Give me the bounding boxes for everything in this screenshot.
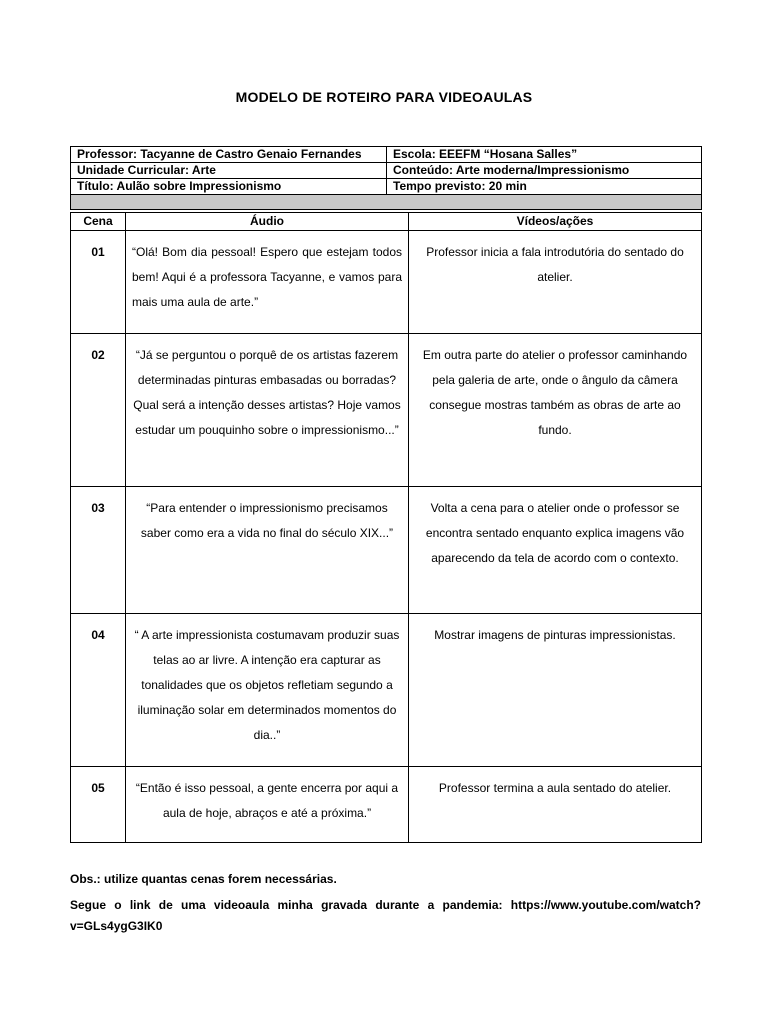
professor-field: Professor: Tacyanne de Castro Genaio Fernandes bbox=[71, 147, 387, 163]
gray-divider-row bbox=[71, 195, 702, 210]
scene-audio: “ A arte impressionista costumavam produzir suas telas ao ar livre. A intenção era capturar as tonalidades que os objetos refletiam segundo a iluminação solar em determinados momentos do dia..” bbox=[126, 614, 409, 767]
scene-video: Professor termina a aula sentado do atelier. bbox=[409, 767, 702, 843]
page-title: MODELO DE ROTEIRO PARA VIDEOAULAS bbox=[235, 89, 533, 105]
titulo-field: Título: Aulão sobre Impressionismo bbox=[71, 179, 387, 195]
scenes-table bbox=[70, 212, 702, 843]
table-row bbox=[71, 614, 702, 767]
scene-number: 05 bbox=[71, 767, 126, 843]
table-row bbox=[71, 767, 702, 843]
scene-video: Professor inicia a fala introdutória do sentado do atelier. bbox=[409, 231, 702, 334]
scene-number: 03 bbox=[71, 487, 126, 614]
unidade-field: Unidade Curricular: Arte bbox=[71, 163, 387, 179]
table-row bbox=[71, 487, 702, 614]
tempo-field: Tempo previsto: 20 min bbox=[387, 179, 702, 195]
scene-audio: “Para entender o impressionismo precisamos saber como era a vida no final do século XIX...” bbox=[126, 487, 409, 614]
scene-video: Mostrar imagens de pinturas impressionistas. bbox=[409, 614, 702, 767]
table-row bbox=[71, 334, 702, 487]
info-table bbox=[70, 146, 702, 210]
scene-audio: “Já se perguntou o porquê de os artistas fazerem determinadas pinturas embasadas ou borradas? Qual será a intenção desses artistas? Hoje vamos estudar um pouquinho sobre o impressionismo...” bbox=[126, 334, 409, 487]
scene-number: 04 bbox=[71, 614, 126, 767]
header-audio: Áudio bbox=[126, 213, 409, 231]
scene-number: 01 bbox=[71, 231, 126, 334]
scene-video: Em outra parte do atelier o professor caminhando pela galeria de arte, onde o ângulo da câmera consegue mostras também as obras de arte ao fundo. bbox=[409, 334, 702, 487]
header-cena: Cena bbox=[71, 213, 126, 231]
escola-field: Escola: EEEFM “Hosana Salles” bbox=[387, 147, 702, 163]
scene-audio: “Olá! Bom dia pessoal! Espero que estejam todos bem! Aqui é a professora Tacyanne, e vamos para mais uma aula de arte.” bbox=[126, 231, 409, 334]
scene-audio: “Então é isso pessoal, a gente encerra por aqui a aula de hoje, abraços e até a próxima.” bbox=[126, 767, 409, 843]
scene-number: 02 bbox=[71, 334, 126, 487]
scene-video: Volta a cena para o atelier onde o professor se encontra sentado enquanto explica imagens vão aparecendo da tela de acordo com o contexto. bbox=[409, 487, 702, 614]
header-videos: Vídeos/ações bbox=[409, 213, 702, 231]
video-link-note: Segue o link de uma videoaula minha gravada durante a pandemia: https://www.youtube.com/watch?v=GLs4ygG3IK0 bbox=[70, 898, 701, 933]
conteudo-field: Conteúdo: Arte moderna/Impressionismo bbox=[387, 163, 702, 179]
table-row bbox=[71, 231, 702, 334]
obs-note: Obs.: utilize quantas cenas forem necessárias. bbox=[70, 872, 337, 886]
